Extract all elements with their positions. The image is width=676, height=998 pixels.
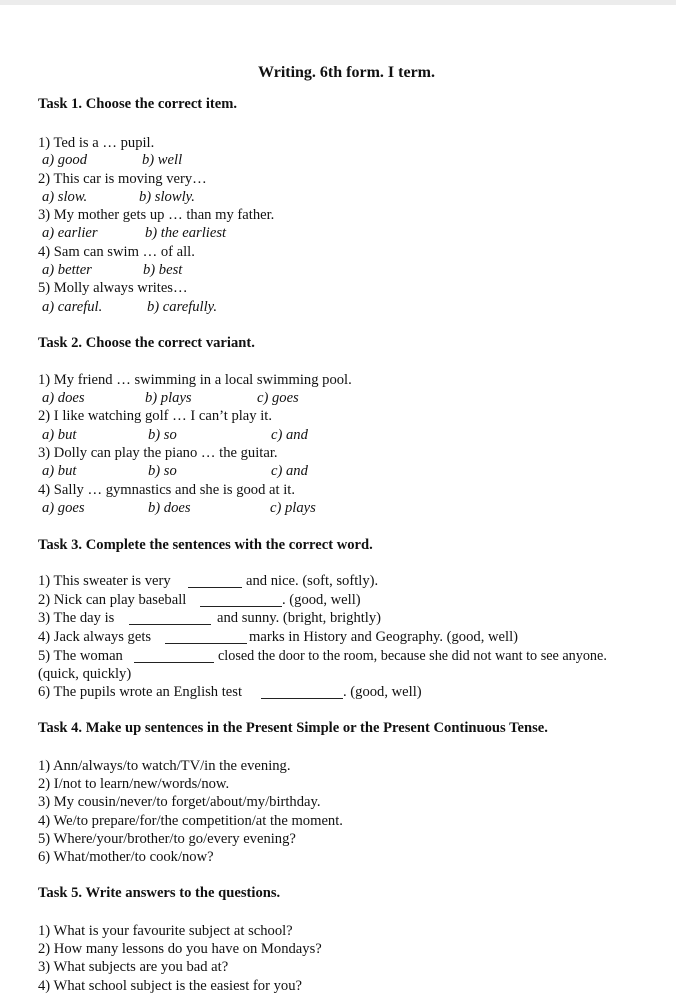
task3-s5-pre: 5) The woman [38, 648, 123, 664]
task1-q4-a: a) better [42, 262, 92, 278]
task4-item-2: 2) I/not to learn/new/words/now. [38, 776, 230, 792]
task1-q1-a: a) good [42, 152, 87, 168]
task2-q3-c: c) and [271, 463, 308, 479]
task2-q2-b: b) so [148, 427, 177, 443]
task2-q1-a: a) does [42, 390, 85, 406]
task5-item-4: 4) What school subject is the easiest for you? [38, 978, 302, 994]
task2-q3: 3) Dolly can play the piano … the guitar. [38, 445, 278, 461]
task3-s3-post: and sunny. (bright, brightly) [217, 610, 382, 626]
task2-q2-c: c) and [271, 427, 308, 443]
task4-item-5: 5) Where/your/brother/to go/every evening? [38, 831, 296, 847]
page-title: Writing. 6th form. I term. [258, 64, 435, 81]
task3-s1-pre: 1) This sweater is very [38, 573, 171, 589]
task2-q4-c: c) plays [270, 500, 316, 516]
task4-item-1: 1) Ann/always/to watch/TV/in the evening. [38, 758, 291, 774]
task2-q1-c: c) goes [257, 390, 299, 406]
task1-q3: 3) My mother gets up … than my father. [38, 207, 275, 223]
task1-q2: 2) This car is moving very… [38, 171, 207, 187]
task2-q4: 4) Sally … gymnastics and she is good at it. [38, 482, 295, 498]
task4-item-3: 3) My cousin/never/to forget/about/my/birthday. [38, 794, 321, 810]
top-bar [0, 0, 676, 5]
task2-heading: Task 2. Choose the correct variant. [38, 335, 255, 351]
task5-item-1: 1) What is your favourite subject at school? [38, 923, 293, 939]
task3-s1-post: and nice. (soft, softly). [246, 573, 379, 589]
task2-q2-a: a) but [42, 427, 77, 443]
task3-s4-blank [165, 629, 247, 644]
task5-item-2: 2) How many lessons do you have on Mondays? [38, 941, 322, 957]
task3-s6-pre: 6) The pupils wrote an English test [38, 684, 243, 700]
task1-q4: 4) Sam can swim … of all. [38, 244, 195, 260]
task4-item-6: 6) What/mother/to cook/now? [38, 849, 214, 865]
task4-heading: Task 4. Make up sentences in the Present Simple or the Present Continuous Tense. [38, 720, 548, 736]
task3-s6-blank [261, 684, 343, 699]
task1-q2-b: b) slowly. [139, 189, 195, 205]
task2-q3-a: a) but [42, 463, 77, 479]
task1-heading: Task 1. Choose the correct item. [38, 96, 238, 112]
task5-heading: Task 5. Write answers to the questions. [38, 885, 281, 901]
task3-s3-blank [129, 610, 211, 625]
task3-heading: Task 3. Complete the sentences with the correct word. [38, 537, 373, 553]
task3-s4-post: marks in History and Geography. (good, well) [249, 629, 518, 645]
task3-s2-pre: 2) Nick can play baseball [38, 592, 187, 608]
task1-q5-a: a) careful. [42, 299, 103, 315]
task2-q2: 2) I like watching golf … I can’t play it. [38, 408, 272, 424]
task1-q3-a: a) earlier [42, 225, 98, 241]
task1-q5: 5) Molly always writes… [38, 280, 188, 296]
task1-q1: 1) Ted is a … pupil. [38, 135, 155, 151]
task1-q5-b: b) carefully. [147, 299, 217, 315]
task3-s6-post: . (good, well) [343, 684, 422, 700]
task3-s2-post: . (good, well) [282, 592, 361, 608]
task4-item-4: 4) We/to prepare/for/the competition/at the moment. [38, 813, 343, 829]
task3-s1-blank [188, 573, 242, 588]
task1-q1-b: b) well [142, 152, 183, 168]
task3-s5-options: (quick, quickly) [38, 666, 132, 682]
task2-q4-a: a) goes [42, 500, 85, 516]
task1-q4-b: b) best [143, 262, 183, 278]
task5-item-3: 3) What subjects are you bad at? [38, 959, 229, 975]
task2-q1-b: b) plays [145, 390, 192, 406]
task1-q3-b: b) the earliest [145, 225, 227, 241]
task3-s5-blank [134, 648, 214, 663]
task3-s4-pre: 4) Jack always gets [38, 629, 152, 645]
task1-q2-a: a) slow. [42, 189, 88, 205]
task3-s3-pre: 3) The day is [38, 610, 115, 626]
task2-q4-b: b) does [148, 500, 191, 516]
task3-s2-blank [200, 592, 282, 607]
task2-q1: 1) My friend … swimming in a local swimming pool. [38, 372, 352, 388]
task3-s5-post: closed the door to the room, because she did not want to see anyone. [218, 648, 607, 664]
task2-q3-b: b) so [148, 463, 177, 479]
